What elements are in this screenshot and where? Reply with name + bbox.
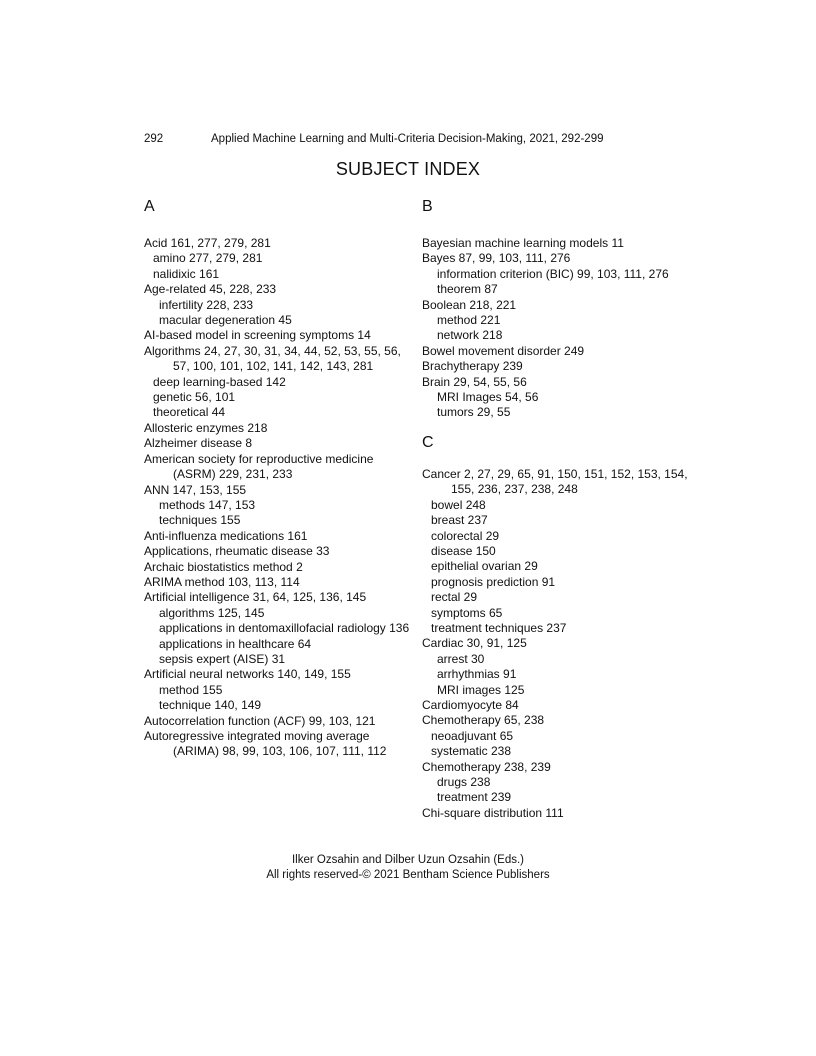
index-subentry: theorem 87: [437, 282, 498, 297]
index-entry: American society for reproductive medicine (ASRM) 229, 231, 233: [144, 451, 374, 482]
index-subentry: systematic 238: [431, 744, 512, 759]
index-subentry: method 155: [159, 682, 223, 697]
index-column-right: [422, 197, 692, 821]
index-subentry: applications in dentomaxillofacial radiology 136: [159, 621, 410, 636]
index-entry: Artificial neural networks 140, 149, 155: [144, 667, 351, 682]
index-entry: Brain 29, 54, 55, 56: [422, 374, 527, 389]
index-subentry: symptoms 65: [431, 605, 503, 620]
index-entry: Applications, rheumatic disease 33: [144, 544, 330, 559]
section-letter-c: C: [422, 433, 434, 451]
index-subentry: arrhythmias 91: [437, 667, 517, 682]
section-letter-a: A: [144, 198, 155, 215]
index-entry: Autocorrelation function (ACF) 99, 103, 121: [144, 713, 376, 728]
index-entry: Cardiac 30, 91, 125: [422, 636, 527, 651]
index-entry: Autoregressive integrated moving average (ARIMA) 98, 99, 103, 106, 107, 111, 112: [144, 729, 387, 759]
index-entry: Boolean 218, 221: [422, 297, 517, 312]
index-entry: ARIMA method 103, 113, 114: [144, 574, 300, 589]
section-letter-b: B: [422, 198, 433, 215]
index-entry: Artificial intelligence 31, 64, 125, 136, 145: [144, 590, 367, 605]
index-subentry: arrest 30: [437, 651, 485, 666]
page-number: 292: [144, 133, 164, 145]
index-subentry: bowel 248: [431, 497, 486, 512]
index-subentry: technique 140, 149: [159, 698, 262, 713]
index-subentry: MRI Images 54, 56: [437, 390, 539, 405]
index-entry: ANN 147, 153, 155: [144, 482, 247, 497]
index-entry: Chi-square distribution 111: [422, 805, 564, 820]
index-subentry: network 218: [437, 328, 503, 343]
index-subentry: techniques 155: [159, 513, 241, 528]
index-subentry: sepsis expert (AISE) 31: [159, 651, 286, 666]
index-entry: AI-based model in screening symptoms 14: [144, 328, 371, 343]
index-entry: Chemotherapy 65, 238: [422, 713, 545, 728]
index-subentry: prognosis prediction 91: [431, 574, 556, 589]
index-entry: Bayes 87, 99, 103, 111, 276: [422, 251, 571, 266]
index-subentry: neoadjuvant 65: [431, 728, 514, 743]
index-entry: Allosteric enzymes 218: [144, 420, 268, 435]
page-title: SUBJECT INDEX: [335, 159, 481, 179]
index-entry: Cardiomyocyte 84: [422, 697, 519, 712]
index-subentry: colorectal 29: [431, 528, 500, 543]
index-entry: Alzheimer disease 8: [144, 436, 253, 451]
index-subentry: macular degeneration 45: [159, 313, 292, 328]
index-entry: Archaic biostatistics method 2: [144, 559, 303, 574]
index-entry: Age-related 45, 228, 233: [144, 282, 277, 297]
index-subentry: drugs 238: [437, 775, 491, 789]
index-subentry: nalidixic 161: [153, 266, 220, 281]
footer-editors: Ilker Ozsahin and Dilber Uzun Ozsahin (Eds.): [291, 854, 524, 866]
index-entry: Algorithms 24, 27, 30, 31, 34, 44, 52, 53, 55, 56, 57, 100, 101, 102, 141, 142, 143, 281: [144, 343, 401, 374]
index-entry: Bayesian machine learning models 11: [422, 236, 624, 250]
index-entry: Chemotherapy 238, 239: [422, 759, 551, 774]
index-subentry: epithelial ovarian 29: [431, 559, 538, 574]
index-subentry: treatment 239: [437, 790, 512, 805]
index-subentry: MRI images 125: [437, 682, 525, 697]
index-subentry: disease 150: [431, 543, 496, 558]
page-footer: [0, 853, 816, 883]
index-subentry: information criterion (BIC) 99, 103, 111, 276: [437, 266, 669, 281]
index-entry: Brachytherapy 239: [422, 359, 523, 374]
running-title: Applied Machine Learning and Multi-Criteria Decision-Making, 2021, 292-299: [211, 133, 604, 145]
index-entry: Cancer 2, 27, 29, 65, 91, 150, 151, 152, 153, 154, 155, 236, 237, 238, 248: [422, 466, 688, 497]
index-entry: Bowel movement disorder 249: [422, 343, 585, 358]
index-subentry: algorithms 125, 145: [159, 605, 265, 620]
index-entry: Acid 161, 277, 279, 281: [144, 236, 271, 250]
footer-rights: All rights reserved-© 2021 Bentham Science Publishers: [266, 869, 550, 881]
index-subentry: method 221: [437, 313, 501, 328]
index-subentry: methods 147, 153: [159, 497, 256, 512]
index-subentry: genetic 56, 101: [153, 390, 236, 405]
index-subentry: deep learning-based 142: [153, 374, 286, 389]
index-subentry: theoretical 44: [153, 405, 226, 420]
index-subentry: applications in healthcare 64: [159, 636, 312, 651]
index-subentry: treatment techniques 237: [431, 620, 567, 635]
index-subentry: breast 237: [431, 513, 488, 528]
index-subentry: rectal 29: [431, 590, 478, 605]
index-subentry: tumors 29, 55: [437, 405, 511, 420]
index-subentry: infertility 228, 233: [159, 297, 254, 312]
index-entry: Anti-influenza medications 161: [144, 528, 308, 543]
index-subentry: amino 277, 279, 281: [153, 251, 263, 266]
index-column-left: [144, 197, 414, 760]
